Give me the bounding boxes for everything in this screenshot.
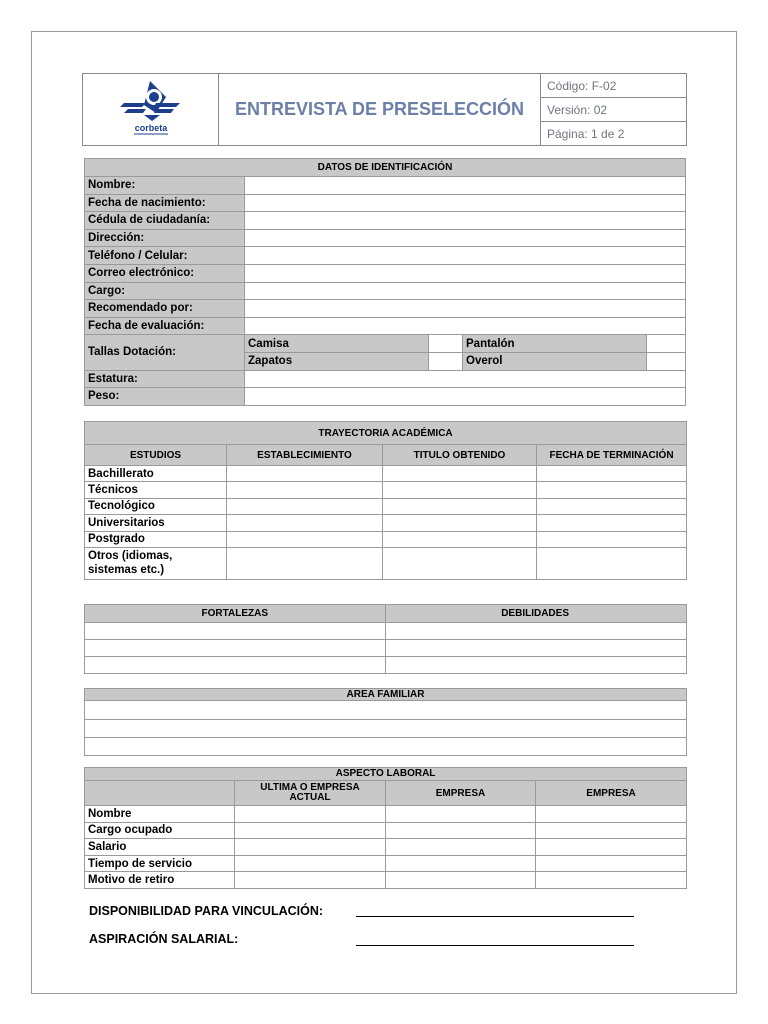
column-header: FECHA DE TERMINACIÓN bbox=[537, 445, 687, 466]
table-cell[interactable] bbox=[383, 515, 537, 531]
table-cell[interactable] bbox=[235, 822, 386, 839]
table-cell[interactable] bbox=[235, 839, 386, 856]
aspiracion-label: ASPIRACIÓN SALARIAL: bbox=[89, 932, 239, 946]
work-row-label: Salario bbox=[85, 839, 235, 856]
estatura-label: Estatura: bbox=[85, 370, 245, 388]
column-header: TITULO OBTENIDO bbox=[383, 445, 537, 466]
table-cell[interactable] bbox=[383, 531, 537, 547]
empresa-header: EMPRESA bbox=[386, 781, 536, 806]
table-cell[interactable] bbox=[537, 531, 687, 547]
strengths-table bbox=[84, 604, 687, 674]
work-row-label: Motivo de retiro bbox=[85, 872, 235, 889]
table-cell[interactable] bbox=[235, 855, 386, 872]
disponibilidad-line[interactable] bbox=[356, 916, 634, 917]
ultima-empresa-line-1: ULTIMA O EMPRESA bbox=[260, 782, 360, 793]
table-cell[interactable] bbox=[386, 872, 536, 889]
field-label: Cédula de ciudadanía: bbox=[85, 212, 245, 230]
field-label: Correo electrónico: bbox=[85, 264, 245, 282]
table-cell[interactable] bbox=[386, 806, 536, 823]
work-heading: ASPECTO LABORAL bbox=[85, 768, 687, 781]
codigo-label: Código: F-02 bbox=[541, 74, 687, 98]
document-title: ENTREVISTA DE PRESELECCIÓN bbox=[219, 74, 541, 146]
table-cell[interactable] bbox=[383, 547, 537, 579]
estatura-input[interactable] bbox=[245, 370, 686, 388]
disponibilidad-label: DISPONIBILIDAD PARA VINCULACIÓN: bbox=[89, 904, 324, 918]
debilidad-cell[interactable] bbox=[386, 623, 687, 640]
overol-input[interactable] bbox=[647, 352, 686, 370]
field-label: Fecha de nacimiento: bbox=[85, 194, 245, 212]
pantalon-label: Pantalón bbox=[463, 335, 647, 353]
table-cell[interactable] bbox=[536, 839, 687, 856]
family-row[interactable] bbox=[85, 738, 687, 756]
academic-heading: TRAYECTORIA ACADÉMICA bbox=[85, 422, 687, 445]
camisa-input[interactable] bbox=[429, 335, 463, 353]
document-header bbox=[82, 73, 687, 146]
table-cell[interactable] bbox=[235, 872, 386, 889]
identification-table bbox=[84, 158, 686, 406]
work-table bbox=[84, 767, 687, 889]
field-label: Dirección: bbox=[85, 229, 245, 247]
table-cell[interactable] bbox=[227, 466, 383, 482]
study-label: Bachillerato bbox=[85, 466, 227, 482]
family-heading: AREA FAMILIAR bbox=[85, 689, 687, 701]
table-cell[interactable] bbox=[383, 482, 537, 498]
fortalezas-header: FORTALEZAS bbox=[85, 605, 386, 623]
direccion-input[interactable] bbox=[245, 229, 686, 247]
field-label: Recomendado por: bbox=[85, 300, 245, 318]
table-cell[interactable] bbox=[227, 547, 383, 579]
academic-table bbox=[84, 421, 687, 580]
camisa-label: Camisa bbox=[245, 335, 429, 353]
table-cell[interactable] bbox=[227, 531, 383, 547]
field-label: Nombre: bbox=[85, 177, 245, 195]
corbeta-logo-icon bbox=[116, 77, 186, 137]
debilidades-header: DEBILIDADES bbox=[386, 605, 687, 623]
company-logo bbox=[83, 74, 219, 146]
table-cell[interactable] bbox=[386, 822, 536, 839]
ultima-empresa-line-2: ACTUAL bbox=[289, 792, 331, 803]
ultima-empresa-header bbox=[235, 781, 386, 806]
peso-label: Peso: bbox=[85, 388, 245, 406]
cargo-input[interactable] bbox=[245, 282, 686, 300]
correo-input[interactable] bbox=[245, 264, 686, 282]
zapatos-input[interactable] bbox=[429, 352, 463, 370]
field-label: Fecha de evaluación: bbox=[85, 317, 245, 335]
debilidad-cell[interactable] bbox=[386, 657, 687, 674]
table-cell[interactable] bbox=[227, 515, 383, 531]
table-cell[interactable] bbox=[383, 498, 537, 514]
empresa-header: EMPRESA bbox=[536, 781, 687, 806]
study-label-otros bbox=[85, 547, 227, 579]
pantalon-input[interactable] bbox=[647, 335, 686, 353]
study-label: Tecnológico bbox=[85, 498, 227, 514]
fecha-nacimiento-input[interactable] bbox=[245, 194, 686, 212]
work-row-label: Cargo ocupado bbox=[85, 822, 235, 839]
field-label: Teléfono / Celular: bbox=[85, 247, 245, 265]
tallas-label: Tallas Dotación: bbox=[85, 335, 245, 370]
work-row-label: Tiempo de servicio bbox=[85, 855, 235, 872]
table-cell[interactable] bbox=[383, 466, 537, 482]
family-row[interactable] bbox=[85, 720, 687, 738]
peso-input[interactable] bbox=[245, 388, 686, 406]
study-label: Universitarios bbox=[85, 515, 227, 531]
family-row[interactable] bbox=[85, 701, 687, 720]
table-cell[interactable] bbox=[537, 547, 687, 579]
fortaleza-cell[interactable] bbox=[85, 623, 386, 640]
otros-line-1: Otros (idiomas, bbox=[88, 550, 173, 563]
work-row-label: Nombre bbox=[85, 806, 235, 823]
column-header: ESTABLECIMIENTO bbox=[227, 445, 383, 466]
table-cell[interactable] bbox=[537, 482, 687, 498]
table-cell[interactable] bbox=[537, 515, 687, 531]
table-cell[interactable] bbox=[386, 855, 536, 872]
work-header-empty bbox=[85, 781, 235, 806]
table-cell[interactable] bbox=[235, 806, 386, 823]
cedula-input[interactable] bbox=[245, 212, 686, 230]
version-label: Versión: 02 bbox=[541, 98, 687, 122]
svg-text:corbeta: corbeta bbox=[134, 123, 167, 133]
field-label: Cargo: bbox=[85, 282, 245, 300]
nombre-input[interactable] bbox=[245, 177, 686, 195]
identification-heading: DATOS DE IDENTIFICACIÓN bbox=[85, 159, 686, 177]
zapatos-label: Zapatos bbox=[245, 352, 429, 370]
fortaleza-cell[interactable] bbox=[85, 657, 386, 674]
pagina-label: Página: 1 de 2 bbox=[541, 122, 687, 146]
table-cell[interactable] bbox=[536, 806, 687, 823]
table-cell[interactable] bbox=[536, 872, 687, 889]
column-header: ESTUDIOS bbox=[85, 445, 227, 466]
overol-label: Overol bbox=[463, 352, 647, 370]
aspiracion-line[interactable] bbox=[356, 945, 634, 946]
table-cell[interactable] bbox=[227, 482, 383, 498]
table-cell[interactable] bbox=[537, 466, 687, 482]
fecha-evaluacion-input[interactable] bbox=[245, 317, 686, 335]
fortaleza-cell[interactable] bbox=[85, 640, 386, 657]
debilidad-cell[interactable] bbox=[386, 640, 687, 657]
recomendado-input[interactable] bbox=[245, 300, 686, 318]
table-cell[interactable] bbox=[537, 498, 687, 514]
telefono-input[interactable] bbox=[245, 247, 686, 265]
table-cell[interactable] bbox=[386, 839, 536, 856]
otros-line-2: sistemas etc.) bbox=[88, 564, 165, 577]
table-cell[interactable] bbox=[536, 822, 687, 839]
study-label: Postgrado bbox=[85, 531, 227, 547]
table-cell[interactable] bbox=[536, 855, 687, 872]
family-table bbox=[84, 688, 687, 756]
study-label: Técnicos bbox=[85, 482, 227, 498]
table-cell[interactable] bbox=[227, 498, 383, 514]
